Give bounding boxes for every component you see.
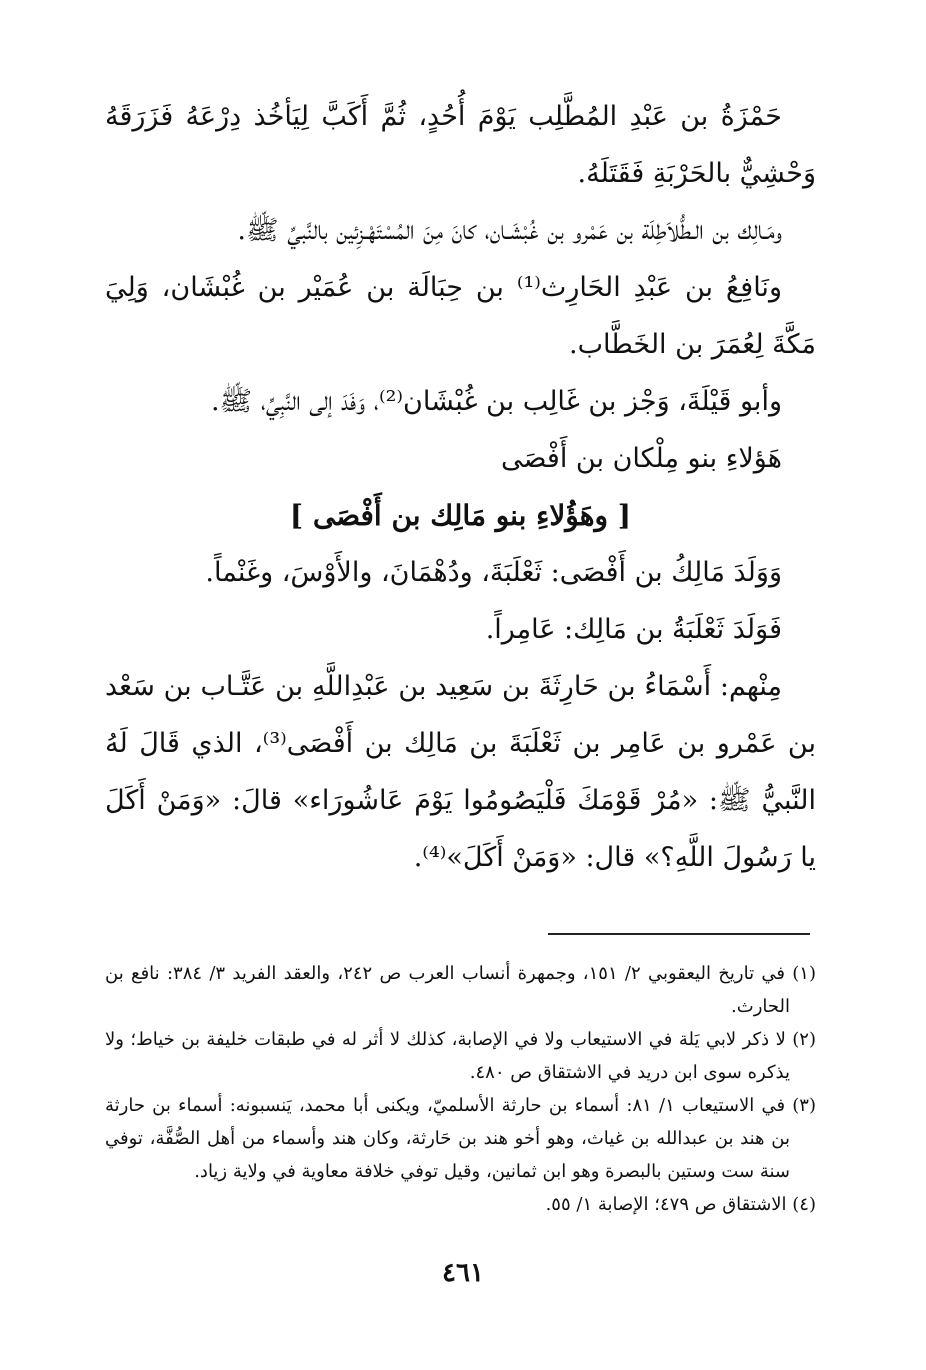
paragraph-nafi: ونَافِعُ بن عَبْدِ الحَارِث⁽¹⁾ بن حِبَالَة بن عُمَيْر بن غُبْشَان، وَلِيَ مَكَّةَ لِعُمَرَ بن الخَطَّاب. — [105, 272, 816, 360]
footnote-4: (٤) الاشتقاق ص ٤٧٩؛ الإصابة ١/ ٥٥. — [545, 1194, 816, 1215]
footnote-1: (١) في تاريخ اليعقوبي ٢/ ١٥١، وجمهرة أنساب العرب ص ٢٤٢، والعقد الفريد ٣/ ٣٨٤: نافع بن الحارث. — [105, 963, 816, 1017]
paragraph-abu-qayla: وأبو قَيْلَةَ، وَجْز بن غَالِب بن غُبْشَان⁽²⁾، وَفَدَ إلى النَّبِيِّ، ﷺ. — [210, 386, 782, 417]
paragraph-asma: مِنْهم: أَسْمَاءُ بن حَارِثَةَ بن سَعِيد بن عَبْدِاللَّهِ بن عَتَّـاب بن سَعْد بن عَمْرو بن عَامِر بن ثَعْلَبَةَ بن مَالِك بن أَفْصَى⁽³⁾، الذي قَالَ لَهُ النَّبيُّ ﷺ: «مُرْ قَوْمَكَ فَلْيَصُومُوا يَوْمَ عَاشُورَاء» قالَ: «وَمَنْ أَكَلَ يا رَسُولَ اللَّهِ؟» قال: «وَمَنْ أَكَلَ»⁽⁴⁾. — [105, 671, 816, 873]
footnote-3: (٣) في الاستيعاب ١/ ٨١: أسماء بن حارثة الأسلميّ، ويكنى أبا محمد، يَنسبونه: أسماء بن حارثة بن هند بن عبدالله بن غياث، وهو أخو هند بن حَارثة، وكان هند وأسماء من أهل الصُّفَّة، توفي سنة ست وستين بالبصرة وهو ابن ثمانين، وقيل توفي خلافة معاوية في ولاية زياد. — [105, 1095, 816, 1182]
paragraph-hamza: حَمْزَةُ بن عَبْدِ المُطَّلِب يَوْمَ أُحُدٍ، ثُمَّ أَكَبَّ لِيَأخُذ دِرْعَهُ فَزَرَقَهُ وَحْشِيٌّ بالحَرْبَةِ فَقَتَلَهُ. — [105, 101, 816, 189]
footnote-separator — [548, 933, 810, 935]
footnote-2: (٢) لا ذكر لابي يَلة في الاستيعاب ولا في الإصابة، كذلك لا أثر له في طبقات خليفة بن خياط؛ ولا يذكره سوى ابن دريد في الاشتقاق ص ٤٨٠. — [105, 1029, 816, 1083]
paragraph-thalaba-children: فَوَلَدَ ثَعْلَبَةُ بن مَالِك: عَامِراً. — [485, 614, 782, 645]
main-text — [105, 88, 816, 886]
section-heading: [ وهَؤُلاءِ بنو مَالِك بن أَفْصَى ] — [289, 499, 632, 532]
footnotes — [105, 957, 816, 1221]
paragraph-malik-tulatila: ومَـالِك بن الـطُّلاَطِلَة بن عَمْرو بن غُبْشَـان، كانَ مِنَ المُسْتَهْـزِئين بالنَّبيِّ ﷺ. — [237, 215, 782, 246]
paragraph-milkan-summary: هَؤلاءِ بنو مِلْكان بن أَفْصَى — [501, 443, 782, 474]
page-number: ٤٦١ — [442, 1258, 484, 1288]
paragraph-malik-children: وَوَلَدَ مَالِكُ بن أَفْصَى: ثَعْلَبَةَ، ودُهْمَانَ، والأَوْسَ، وغَنْماً. — [205, 557, 782, 588]
